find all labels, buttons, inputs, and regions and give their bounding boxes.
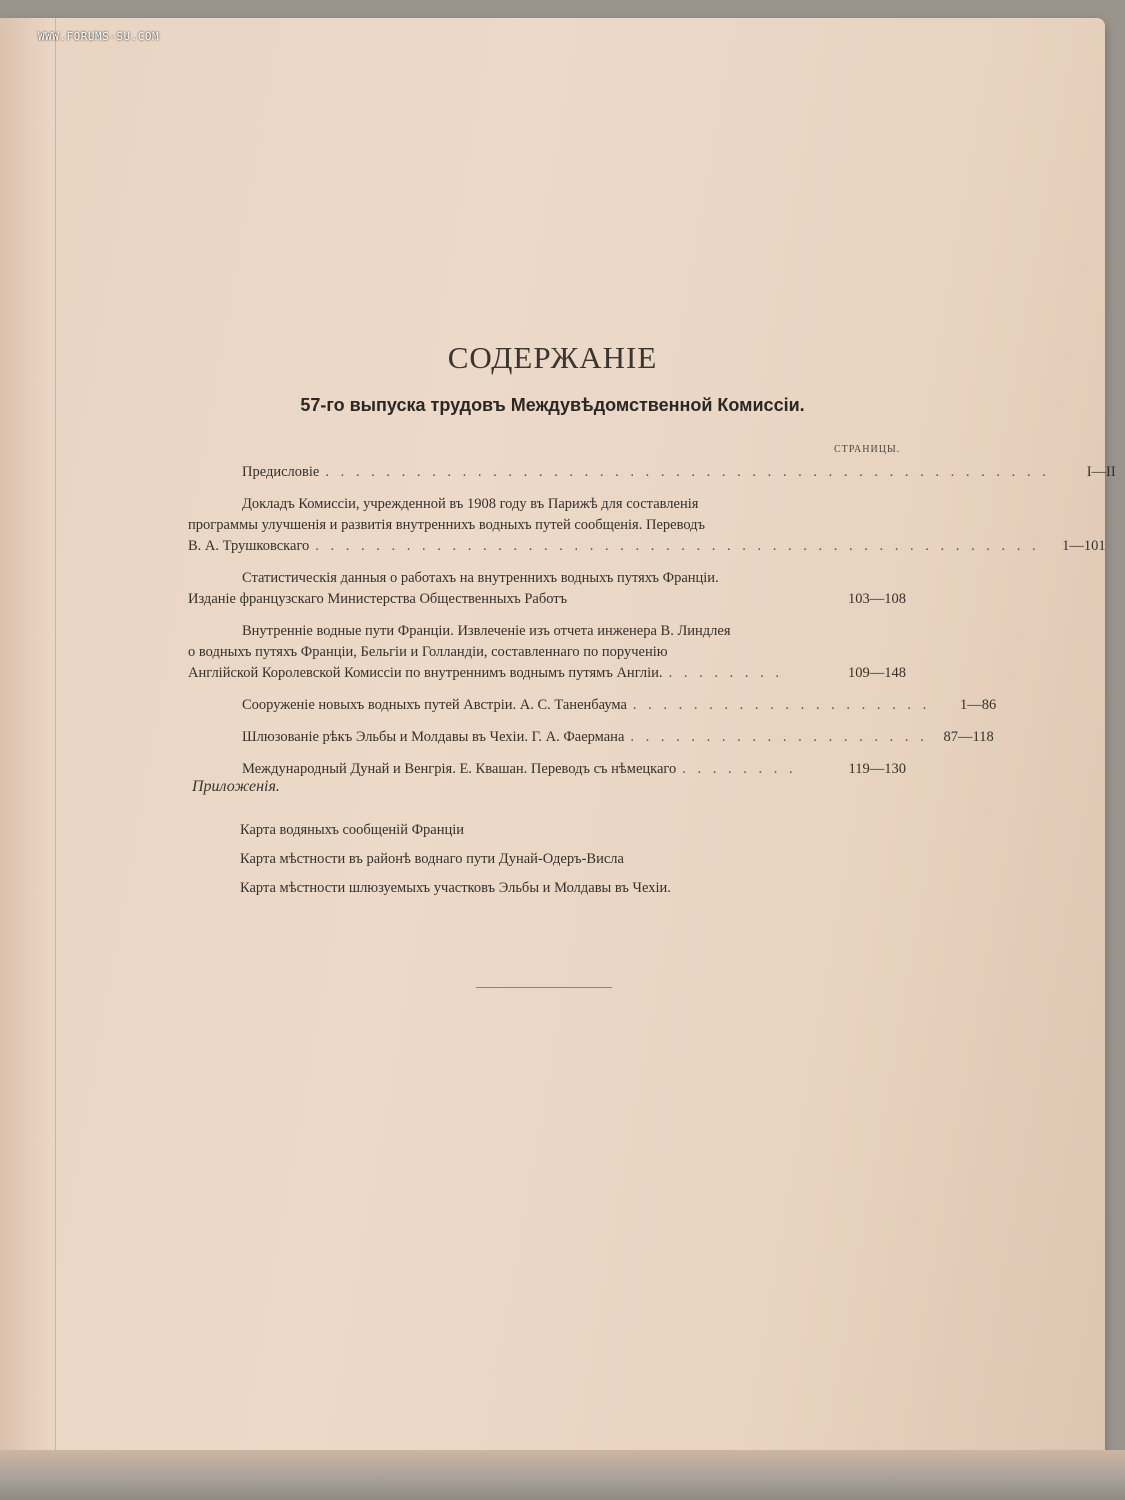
toc-leader: . . . . . . . . — [668, 665, 783, 681]
toc-entry-pages: 1—86 — [960, 697, 997, 713]
page-subtitle: 57-го выпуска трудовъ Междувѣдомственной Комиссіи. — [300, 395, 805, 415]
toc-entry-title: Шлюзованіе рѣкъ Эльбы и Молдавы въ Чехіи. Г. А. Фаермана — [242, 729, 625, 745]
table-of-contents — [188, 462, 1116, 791]
toc-entry-title: Сооруженіе новыхъ водныхъ путей Австріи. А. С. Таненбаума — [242, 697, 627, 713]
page-spine — [0, 18, 56, 1458]
toc-entry-title: Изданіе французскаго Министерства Общественныхъ Работъ — [188, 591, 568, 607]
toc-entry — [188, 494, 1106, 557]
appendix-item: Карта мѣстности шлюзуемыхъ участковъ Эльбы и Молдавы въ Чехіи. — [240, 880, 671, 896]
appendix-list — [240, 820, 671, 907]
pages-column-header: СТРАНИЦЫ. — [834, 444, 901, 455]
toc-entry — [188, 727, 994, 748]
toc-entry-pages: 109—148 — [848, 665, 906, 681]
appendix-heading: Приложенія. — [192, 778, 280, 795]
toc-entry-title: Англійской Королевской Комиссіи по внутреннимъ воднымъ путямъ Англіи. — [188, 665, 663, 681]
toc-entry — [188, 695, 997, 716]
toc-entry — [188, 759, 906, 780]
page-stack-edge — [0, 1450, 1125, 1500]
toc-entry-pages: 119—130 — [848, 761, 906, 777]
toc-entry — [188, 568, 906, 610]
toc-entry-line: Статистическія данныя о работахъ на внутреннихъ водныхъ путяхъ Франціи. — [242, 570, 719, 586]
toc-leader: . . . . . . . . . . . . . . . . . . . . — [632, 697, 931, 713]
toc-leader: . . . . . . . . . . . . . . . . . . . . . . . . . . . . . . . . . . . . . . . . . . . . . . . . — [325, 464, 1050, 480]
toc-entry-pages: 87—118 — [943, 729, 994, 745]
appendix-item: Карта водяныхъ сообщеній Франціи — [240, 822, 465, 838]
toc-entry-pages: 103—108 — [848, 591, 906, 607]
page-title: СОДЕРЖАНІЕ — [447, 340, 658, 375]
toc-leader: . . . . . . . . — [682, 761, 797, 777]
toc-entry-line: программы улучшенія и развитія внутреннихъ водныхъ путей сообщенія. Переводъ — [188, 517, 706, 533]
watermark: WWW.FORUMS-SU.COM — [38, 30, 160, 43]
toc-leader: . . . . . . . . . . . . . . . . . . . . . . . . . . . . . . . . . . . . . . . . . . . . . . . . — [315, 538, 1040, 554]
toc-entry-pages: I—II — [1086, 464, 1116, 480]
toc-entry-pages: 1—101 — [1062, 538, 1106, 554]
toc-entry-title: В. А. Трушковскаго — [188, 538, 310, 554]
toc-entry-line: Внутренніе водные пути Франціи. Извлеченіе изъ отчета инженера В. Линдлея — [242, 623, 731, 639]
appendix-item: Карта мѣстности въ районѣ воднаго пути Дунай-Одеръ-Висла — [240, 851, 624, 867]
toc-entry-line: о водныхъ путяхъ Франціи, Бельгіи и Голландіи, составленнаго по порученію — [188, 644, 668, 660]
toc-entry-title: Предисловіе — [242, 464, 320, 480]
toc-entry — [188, 462, 1116, 483]
closing-rule — [476, 987, 612, 988]
toc-entry-line: Докладъ Комиссіи, учрежденной въ 1908 году въ Парижѣ для составленія — [242, 496, 699, 512]
toc-entry — [188, 621, 906, 684]
toc-entry-title: Международный Дунай и Венгрія. Е. Квашан. Переводъ съ нѣмецкаго — [242, 761, 677, 777]
toc-leader: . . . . . . . . . . . . . . . . . . . . — [630, 729, 928, 745]
